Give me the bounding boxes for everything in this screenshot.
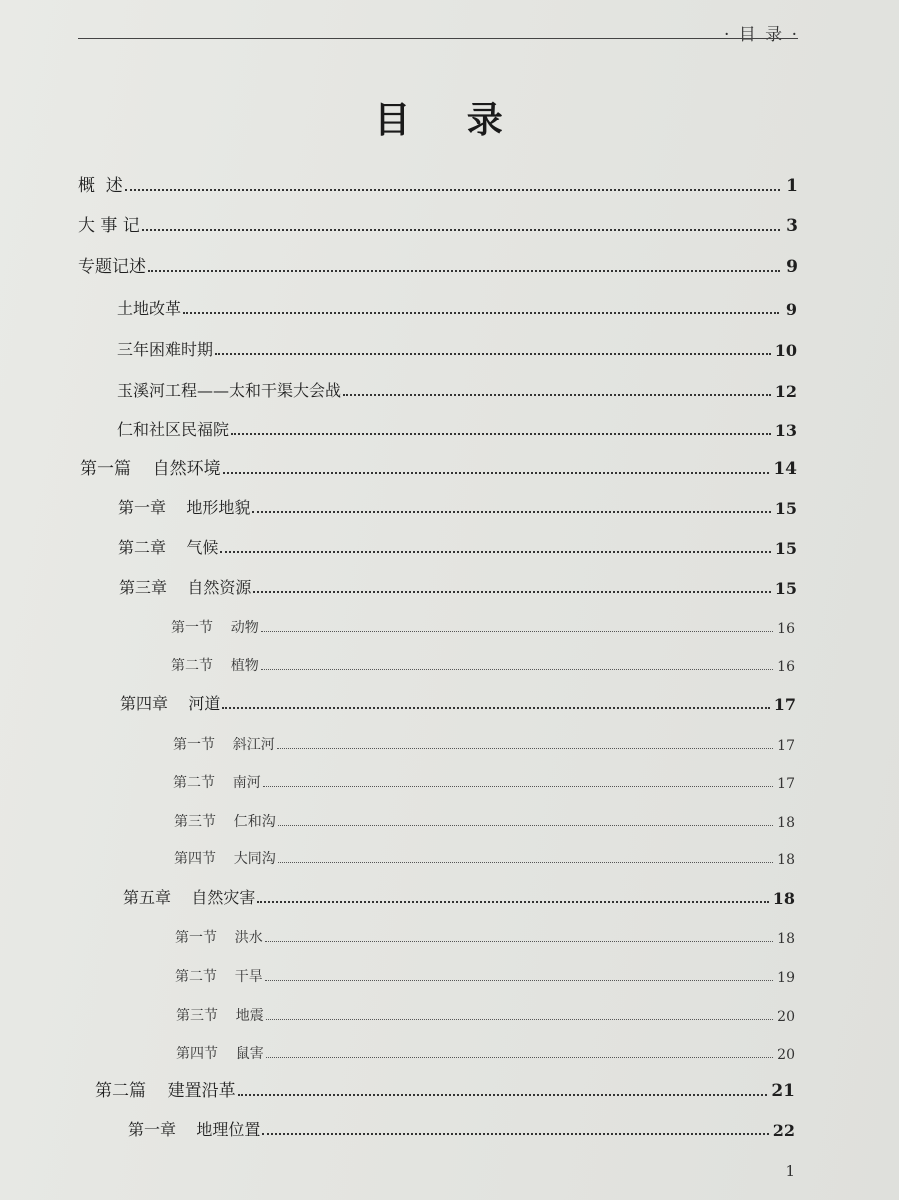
toc-entry	[175, 923, 795, 947]
toc-entry	[175, 962, 795, 986]
toc-page-number: 17	[777, 776, 795, 792]
toc-page-number: 10	[774, 341, 797, 360]
toc-page-number: 15	[774, 499, 797, 518]
toc-page-number: 22	[772, 1121, 795, 1140]
toc-leader	[252, 511, 770, 513]
toc-entry-label: 第一节 动物	[171, 620, 259, 636]
toc-entry-label: 仁和社区民福院	[117, 420, 230, 439]
toc-entry	[171, 651, 795, 675]
toc-leader	[215, 353, 771, 355]
toc-entry	[78, 253, 798, 277]
toc-entry	[173, 768, 795, 792]
toc-leader	[125, 189, 780, 191]
toc-page-number: 21	[771, 1081, 795, 1101]
toc-leader	[266, 1019, 773, 1020]
toc-leader	[263, 786, 773, 787]
toc-leader	[223, 472, 770, 474]
toc-entry-label: 第四章 河道	[120, 694, 221, 713]
toc-page-number: 17	[773, 695, 796, 714]
toc-entry-label: 第二章 气候	[118, 538, 219, 557]
toc-page-number: 15	[774, 539, 797, 558]
toc-page-number: 18	[772, 889, 795, 908]
toc-entry	[117, 377, 797, 401]
toc-page-number: 18	[777, 815, 795, 831]
toc-entry-label: 第一节 洪水	[175, 930, 263, 946]
toc-page-number: 9	[786, 257, 798, 277]
toc-entry	[80, 455, 797, 479]
toc-entry-label: 第一篇 自然环境	[80, 459, 221, 479]
toc-page-number: 15	[774, 579, 797, 598]
toc-entry-label: 第三节 仁和沟	[174, 814, 276, 830]
toc-entry-label: 专题记述	[78, 257, 146, 277]
toc-leader	[343, 394, 771, 396]
toc-leader	[142, 229, 780, 231]
toc-entry	[174, 844, 795, 868]
toc-entry-label: 第四节 鼠害	[176, 1046, 264, 1062]
toc-page-number: 19	[777, 970, 795, 986]
toc-entry	[117, 336, 797, 360]
toc-leader	[278, 862, 773, 863]
toc-leader	[148, 270, 780, 272]
toc-entry-label: 第一章 地形地貌	[118, 498, 251, 517]
toc-entry-label: 第四节 大同沟	[174, 851, 276, 867]
toc-leader	[238, 1094, 768, 1096]
toc-entry	[78, 172, 798, 196]
toc-page-number: 18	[777, 852, 795, 868]
toc-entry	[95, 1077, 795, 1101]
toc-page-number: 16	[777, 621, 795, 637]
toc-entry	[176, 1039, 795, 1063]
toc-page-number: 1	[786, 176, 798, 196]
toc-leader	[183, 312, 779, 314]
toc-page-number: 20	[777, 1047, 795, 1063]
toc-entry	[174, 807, 795, 831]
toc-entry	[117, 416, 797, 440]
toc-entry-label: 玉溪河工程——太和干渠大会战	[117, 381, 342, 400]
toc-entry	[119, 574, 797, 598]
toc-entry-label: 第二节 植物	[171, 658, 259, 674]
toc-entry-label: 第二节 干旱	[175, 969, 263, 985]
toc-entry-label: 三年困难时期	[117, 340, 214, 359]
toc-entry	[120, 690, 796, 714]
toc-entry	[78, 212, 798, 236]
toc-page-number: 14	[773, 459, 797, 479]
toc-entry	[117, 295, 797, 319]
toc-entry	[128, 1116, 795, 1140]
running-head: · 目 录 ·	[723, 25, 799, 45]
toc-entry	[118, 534, 797, 558]
toc-leader	[257, 901, 768, 903]
toc-page-number: 13	[774, 421, 797, 440]
toc-page-number: 20	[777, 1009, 795, 1025]
toc-entry	[118, 494, 797, 518]
toc-leader	[278, 825, 773, 826]
toc-entry-label: 第二节 南河	[173, 775, 261, 791]
toc-page-number: 3	[786, 216, 798, 236]
toc-leader	[266, 1057, 773, 1058]
toc-leader	[265, 941, 773, 942]
toc-entry-label: 第五章 自然灾害	[123, 888, 256, 907]
folio-page-number: 1	[785, 1162, 795, 1180]
toc-entry	[171, 613, 795, 637]
toc-leader	[253, 591, 770, 593]
toc-page-number: 9	[785, 300, 797, 319]
toc-leader	[265, 980, 773, 981]
toc-entry-label: 概 述	[78, 176, 123, 196]
toc-entry-label: 第一章 地理位置	[128, 1120, 261, 1139]
toc-entry-label: 第二篇 建置沿革	[95, 1081, 236, 1101]
toc-entry	[123, 884, 795, 908]
toc-entry-label: 大 事 记	[78, 216, 140, 236]
toc-page-number: 17	[777, 738, 795, 754]
toc-entry-label: 土地改革	[117, 299, 182, 318]
toc-page-number: 12	[774, 382, 797, 401]
toc-leader	[261, 669, 773, 670]
toc-leader	[261, 631, 773, 632]
page-title: 目 录	[374, 99, 525, 141]
toc-leader	[277, 748, 773, 749]
toc-leader	[222, 707, 769, 709]
toc-entry	[173, 730, 795, 754]
toc-page-number: 16	[777, 659, 795, 675]
toc-entry-label: 第一节 斜江河	[173, 737, 275, 753]
toc-entry-label: 第三节 地震	[176, 1008, 264, 1024]
toc-leader	[220, 551, 770, 553]
toc-leader	[231, 433, 771, 435]
toc-leader	[262, 1133, 768, 1135]
toc-entry-label: 第三章 自然资源	[119, 578, 252, 597]
toc-entry	[176, 1001, 795, 1025]
toc-page-number: 18	[777, 931, 795, 947]
